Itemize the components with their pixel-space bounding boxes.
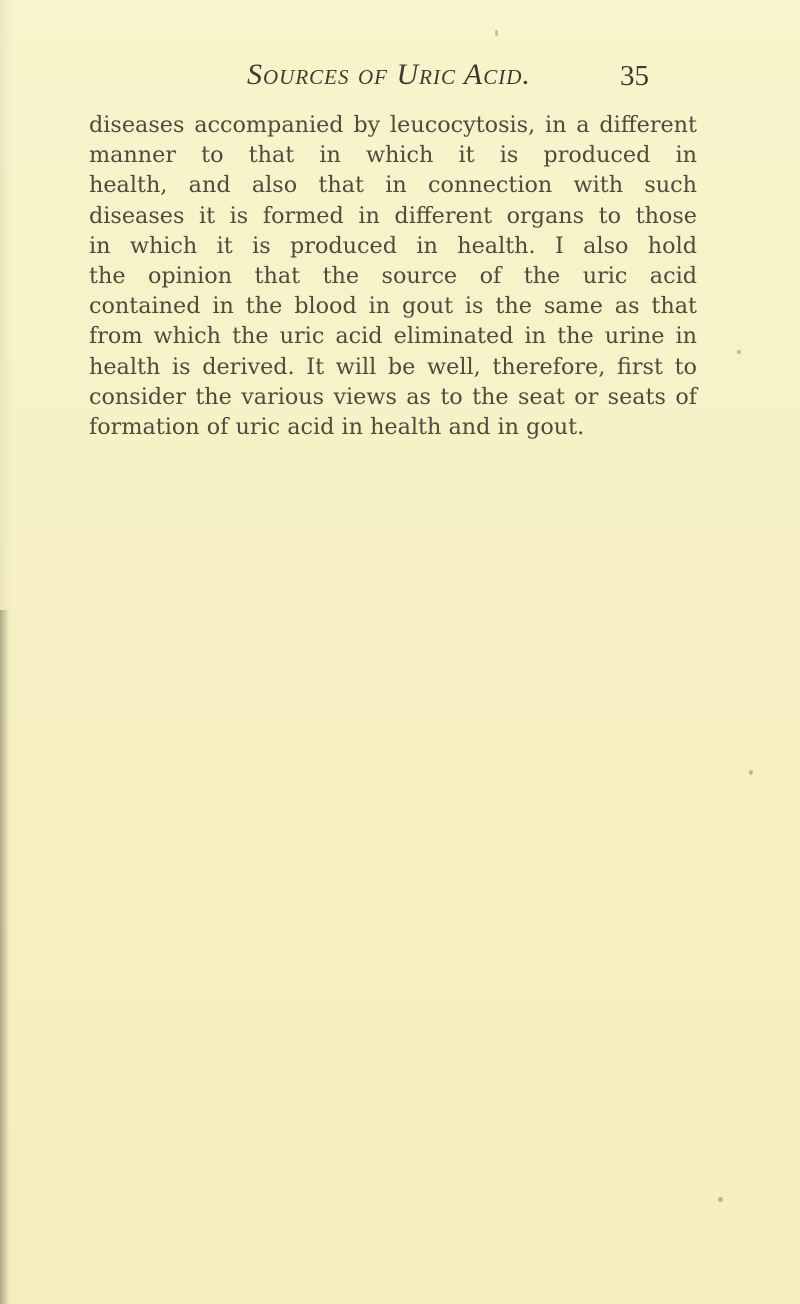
text-line: health is derived. It will be well, therefore, first to [89, 353, 697, 380]
paper-speck [749, 770, 753, 775]
text-line: the opinion that the source of the uric acid [89, 263, 697, 290]
text-line: manner to that in which it is produced in [89, 142, 697, 169]
text-line: in which it is produced in health. I also hold [89, 232, 697, 259]
text-line: from which the uric acid eliminated in the urine in [89, 323, 697, 350]
paper-speck [718, 1197, 723, 1202]
running-head [0, 58, 800, 98]
text-line: diseases it is formed in different organs to those [89, 202, 697, 229]
text-line: formation of uric acid in health and in gout. [89, 414, 585, 441]
body-paragraph [89, 110, 697, 442]
text-line: consider the various views as to the seat or seats of [89, 383, 697, 410]
page-number: 35 [620, 60, 649, 92]
text-line: contained in the blood in gout is the same as that [89, 293, 697, 320]
paper-speck [737, 350, 741, 354]
paper-speck [495, 30, 498, 36]
text-line: diseases accompanied by leucocytosis, in a different [89, 112, 697, 138]
text-line: health, and also that in connection with such [89, 172, 697, 199]
running-title: Sources of Uric Acid. [247, 58, 531, 91]
gutter-shadow [0, 610, 9, 1304]
